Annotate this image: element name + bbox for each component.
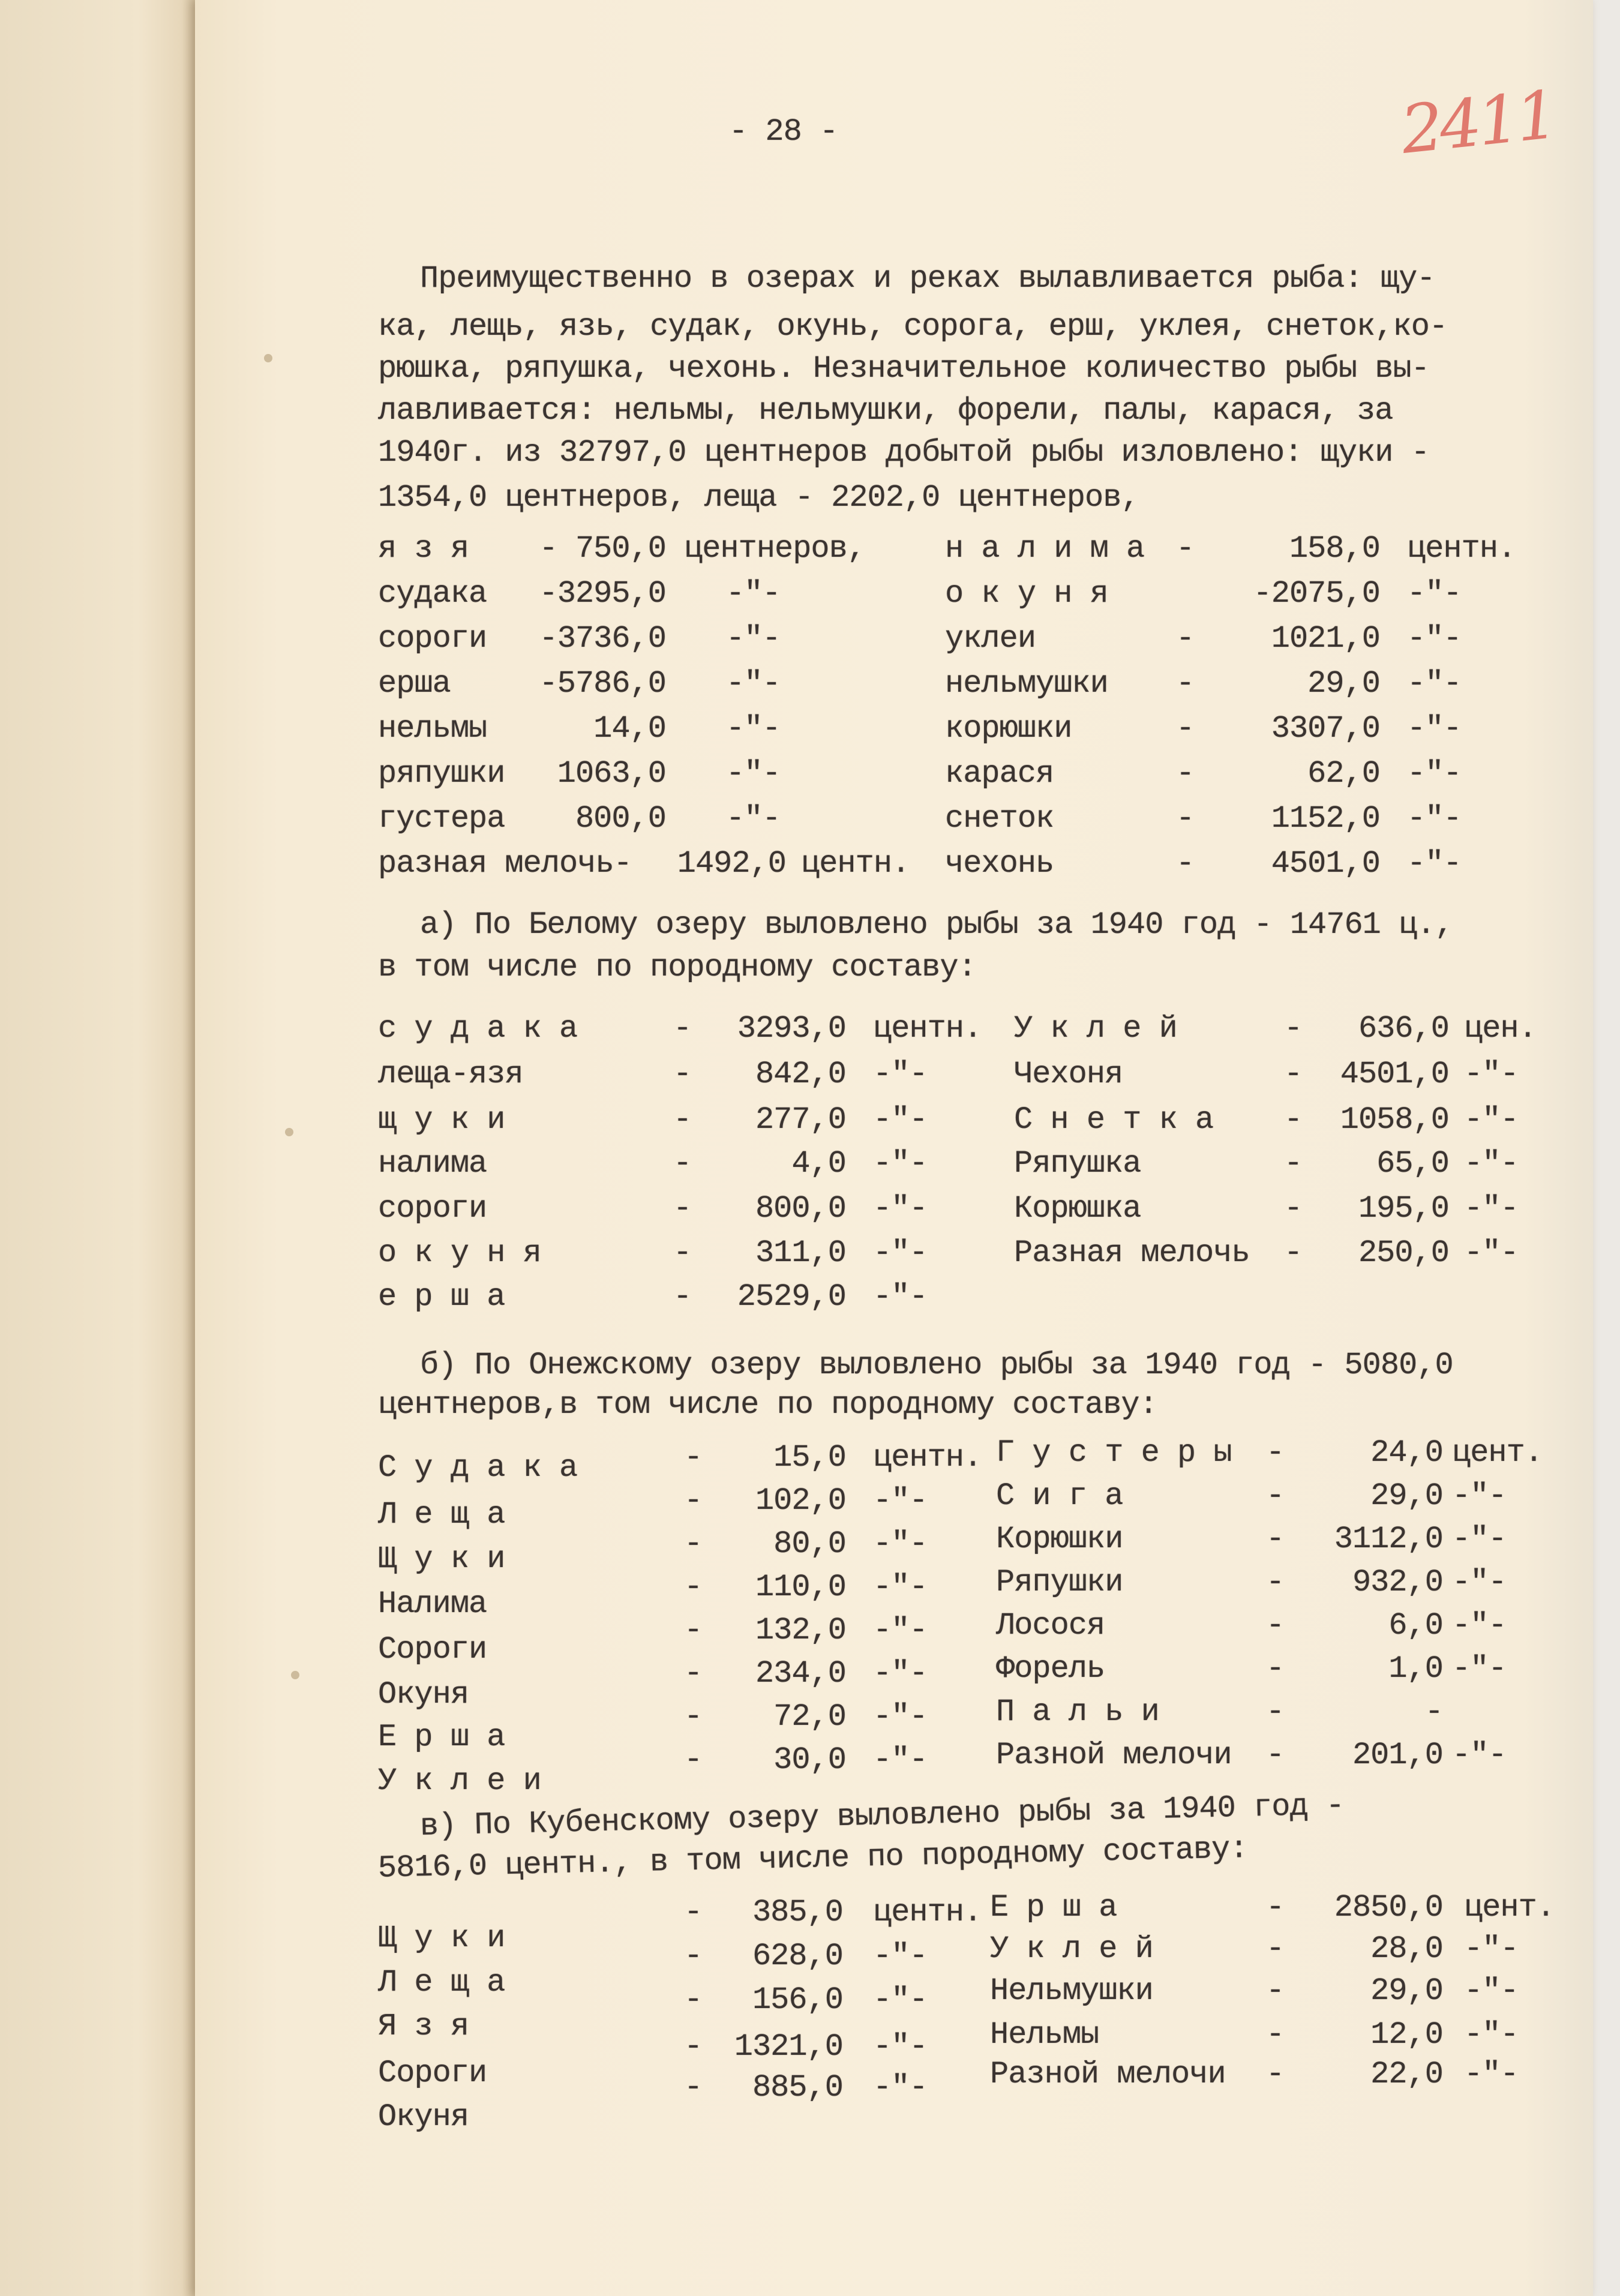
punch-mark: [291, 1671, 299, 1679]
fish-name: корюшки: [945, 711, 1072, 746]
catch-value: 65,0: [1376, 1146, 1449, 1181]
unit-label: -"-: [1407, 666, 1462, 701]
fish-name: Я з я: [378, 2009, 469, 2044]
catch-value: 4,0: [791, 1146, 846, 1181]
fish-name: судака: [378, 576, 487, 611]
unit-label: -"-: [1407, 846, 1462, 881]
dash: -: [1176, 756, 1195, 791]
fish-name: Окуня: [378, 1677, 469, 1712]
fish-name: н а л и м а: [945, 531, 1145, 566]
unit-label: -"-: [1464, 2017, 1519, 2052]
catch-value: 102,0: [755, 1483, 846, 1518]
catch-value: 636,0: [1358, 1011, 1449, 1046]
catch-value: -3736,0: [539, 621, 666, 656]
catch-value: 156,0: [752, 1982, 843, 2018]
unit-label: -"-: [1464, 1235, 1519, 1271]
unit-label: -"-: [873, 2070, 928, 2105]
unit-label: -"-: [873, 1938, 928, 1974]
catch-value: 250,0: [1358, 1235, 1449, 1271]
fish-name: о к у н я: [945, 576, 1108, 611]
fish-name: У к л е й: [1014, 1011, 1177, 1046]
unit-label: -"-: [1407, 756, 1462, 791]
unit-label: -"-: [873, 1191, 928, 1226]
catch-value: -: [1424, 1694, 1443, 1730]
unit-label: -"-: [873, 1613, 928, 1648]
dash: -: [673, 1102, 692, 1138]
dash: -: [1266, 1973, 1285, 2009]
fish-name: У к л е й: [990, 1931, 1153, 1967]
unit-label: -"-: [726, 666, 781, 701]
fish-name: нельмушки: [945, 666, 1108, 701]
fish-name: Чехоня: [1014, 1057, 1123, 1092]
catch-value: 628,0: [752, 1938, 843, 1974]
fish-name: уклеи: [945, 621, 1036, 656]
unit-label: цент.: [1452, 1435, 1543, 1470]
unit-label: -"-: [873, 1483, 928, 1518]
dash: -: [1176, 621, 1195, 656]
catch-value: 1321,0: [734, 2029, 843, 2064]
catch-value: 14,0: [593, 711, 666, 746]
dash: -: [684, 1440, 703, 1475]
fish-name: Налима: [378, 1586, 487, 1622]
dash: -: [1266, 1737, 1285, 1773]
paragraph-line: 1940г. из 32797,0 центнеров добытой рыбы изловлено: щуки -: [378, 435, 1429, 470]
unit-label: -"-: [873, 1569, 928, 1605]
unit-label: -"-: [726, 801, 781, 836]
catch-value: 842,0: [755, 1057, 846, 1092]
catch-value: 1058,0: [1340, 1102, 1449, 1138]
dash: -: [1176, 711, 1195, 746]
catch-value: 800,0: [575, 801, 666, 836]
fish-name: Ряпушки: [996, 1565, 1123, 1600]
unit-label: -"-: [873, 1279, 928, 1314]
section-heading: в) По Кубенскому озеру выловлено рыбы за 1940 год -: [419, 1788, 1345, 1844]
catch-value: 1152,0: [1271, 801, 1380, 836]
page-number: - 28 -: [729, 114, 838, 149]
catch-value: 22,0: [1370, 2057, 1443, 2092]
fish-name: с у д а к а: [378, 1011, 578, 1046]
fish-name: С н е т к а: [1014, 1102, 1214, 1138]
unit-label: -"-: [1464, 2057, 1519, 2092]
fish-name: о к у н я: [378, 1235, 541, 1271]
unit-label: -"-: [873, 1146, 928, 1181]
fish-name: Лосося: [996, 1608, 1105, 1643]
fish-name: П а л ь и: [996, 1694, 1159, 1730]
catch-value: 30,0: [773, 1742, 846, 1778]
catch-value: 72,0: [773, 1699, 846, 1734]
section-heading: в том числе по породному составу:: [378, 950, 976, 985]
dash: -: [673, 1057, 692, 1092]
unit-label: центн.: [873, 1895, 982, 1930]
fish-name: Разная мелочь: [1014, 1235, 1250, 1271]
dash: -: [1266, 1565, 1285, 1600]
dash: -: [1266, 2017, 1285, 2052]
dash: -: [1284, 1102, 1303, 1138]
fish-name: Корюшка: [1014, 1191, 1141, 1226]
fish-name: снеток: [945, 801, 1054, 836]
catch-value: 80,0: [773, 1526, 846, 1562]
unit-label: -"-: [873, 1982, 928, 2018]
unit-label: -"-: [873, 1526, 928, 1562]
dash: -: [684, 1699, 703, 1734]
fish-name: я з я: [378, 531, 469, 566]
dash: -: [673, 1279, 692, 1314]
dash: -: [1266, 1608, 1285, 1643]
catch-value: 885,0: [752, 2070, 843, 2105]
paragraph-line: рюшка, ряпушка, чехонь. Незначительное количество рыбы вы-: [378, 351, 1429, 386]
catch-value: 12,0: [1370, 2017, 1443, 2052]
unit-label: -"-: [873, 1235, 928, 1271]
unit-label: цент.: [1464, 1890, 1555, 1925]
unit-label: -"-: [873, 1656, 928, 1691]
punch-mark: [264, 354, 272, 362]
catch-value: 385,0: [752, 1895, 843, 1930]
catch-value: 1021,0: [1271, 621, 1380, 656]
dash: -: [1176, 801, 1195, 836]
catch-value: 29,0: [1307, 666, 1380, 701]
unit-label: -"-: [1452, 1478, 1507, 1514]
catch-value: 3112,0: [1334, 1521, 1443, 1557]
unit-label: -"-: [1464, 1973, 1519, 2009]
paragraph-line: 1354,0 центнеров, леща - 2202,0 центнеров,: [378, 480, 1139, 515]
fish-name: щ у к и: [378, 1102, 505, 1138]
fish-name: Разной мелочи: [996, 1737, 1232, 1773]
dash: -: [1176, 846, 1195, 881]
dash: -: [684, 2070, 703, 2105]
unit-label: -"-: [1407, 621, 1462, 656]
unit-label: -"-: [873, 1102, 928, 1138]
fish-name: Корюшки: [996, 1521, 1123, 1557]
catch-value: 6,0: [1388, 1608, 1443, 1643]
section-heading: а) По Белому озеру выловлено рыбы за 1940 год - 14761 ц.,: [420, 907, 1453, 943]
catch-value: 932,0: [1352, 1565, 1443, 1600]
fish-name: Л е щ а: [378, 1497, 505, 1532]
unit-label: центн.: [1407, 531, 1516, 566]
fish-name: ряпушки: [378, 756, 505, 791]
dash: -: [1266, 1521, 1285, 1557]
paragraph-line: лавливается: нельмы, нельмушки, форели, палы, карася, за: [378, 393, 1393, 428]
unit-label: центн.: [801, 846, 910, 881]
catch-value: -3295,0: [539, 576, 666, 611]
unit-label: -"-: [726, 756, 781, 791]
fish-name: Е р ш а: [378, 1719, 505, 1755]
dash: -: [673, 1146, 692, 1181]
punch-mark: [285, 1128, 293, 1136]
dash: -: [1266, 1694, 1285, 1730]
section-heading: б) По Онежскому озеру выловлено рыбы за 1940 год - 5080,0: [420, 1347, 1453, 1383]
fish-name: сороги: [378, 621, 487, 656]
dash: -: [1284, 1011, 1303, 1046]
catch-value: 24,0: [1370, 1435, 1443, 1470]
dash: -: [684, 1569, 703, 1605]
unit-label: -"-: [726, 576, 781, 611]
fish-name: Разной мелочи: [990, 2057, 1226, 2092]
fish-name: Сороги: [378, 1632, 487, 1667]
catch-value: 277,0: [755, 1102, 846, 1138]
dash: -: [1266, 1435, 1285, 1470]
unit-label: цен.: [1464, 1011, 1537, 1046]
dash: -: [684, 1613, 703, 1648]
dash: -: [673, 1235, 692, 1271]
unit-label: центн.: [873, 1011, 982, 1046]
unit-label: -"-: [1407, 576, 1462, 611]
catch-value: 201,0: [1352, 1737, 1443, 1773]
dash: -: [684, 1895, 703, 1930]
catch-value: 800,0: [755, 1191, 846, 1226]
dash: -: [684, 1483, 703, 1518]
catch-value: 311,0: [755, 1235, 846, 1271]
dash: -: [1266, 1931, 1285, 1967]
dash: -: [673, 1191, 692, 1226]
catch-value: -5786,0: [539, 666, 666, 701]
fish-name: Форель: [996, 1651, 1105, 1686]
dash: -: [684, 1742, 703, 1778]
unit-label: -"-: [1407, 711, 1462, 746]
dash: -: [684, 1982, 703, 2018]
unit-label: центнеров,: [684, 531, 866, 566]
unit-label: -"-: [1464, 1057, 1519, 1092]
unit-label: -"-: [873, 2029, 928, 2064]
dash: -: [1266, 1478, 1285, 1514]
catch-value: - 750,0: [539, 531, 666, 566]
fish-name: е р ш а: [378, 1279, 505, 1314]
fish-name: разная мелочь-: [378, 846, 632, 881]
unit-label: -"-: [1452, 1565, 1507, 1600]
dash: -: [673, 1011, 692, 1046]
fish-name: Г у с т е р ы: [996, 1435, 1232, 1470]
section-heading: центнеров,в том числе по породному составу:: [378, 1387, 1157, 1422]
catch-value: 2850,0: [1334, 1890, 1443, 1925]
fish-name: ерша: [378, 666, 451, 701]
catch-value: 28,0: [1370, 1931, 1443, 1967]
dash: -: [684, 2029, 703, 2064]
unit-label: -"-: [726, 711, 781, 746]
unit-label: -"-: [1452, 1521, 1507, 1557]
dash: -: [1176, 531, 1195, 566]
archive-folio-number: 2411: [1397, 76, 1558, 169]
unit-label: -"-: [1452, 1608, 1507, 1643]
dash: -: [684, 1938, 703, 1974]
catch-value: 2529,0: [737, 1279, 846, 1314]
fish-name: сороги: [378, 1191, 487, 1226]
catch-value: 1063,0: [557, 756, 666, 791]
unit-label: центн.: [873, 1440, 982, 1475]
fish-name: Е р ш а: [990, 1890, 1117, 1925]
unit-label: -"-: [726, 621, 781, 656]
section-heading: 5816,0 центн., в том числе по породному составу:: [377, 1831, 1249, 1886]
unit-label: -"-: [1407, 801, 1462, 836]
unit-label: -"-: [1464, 1191, 1519, 1226]
paragraph-line: ка, лещь, язь, судак, окунь, сорога, ерш, уклея, снеток,ко-: [378, 309, 1448, 344]
dash: -: [1266, 2057, 1285, 2092]
fish-name: Щ у к и: [378, 1920, 505, 1956]
catch-value: -2075,0: [1253, 576, 1380, 611]
fish-name: С у д а к а: [378, 1450, 578, 1485]
fish-name: карася: [945, 756, 1054, 791]
catch-value: 234,0: [755, 1656, 846, 1691]
fish-name: густера: [378, 801, 505, 836]
catch-value: 110,0: [755, 1569, 846, 1605]
dash: -: [1284, 1057, 1303, 1092]
unit-label: -"-: [873, 1699, 928, 1734]
fish-name: Окуня: [378, 2099, 469, 2135]
fish-name: леща-язя: [378, 1057, 523, 1092]
dash: -: [1176, 666, 1195, 701]
dash: -: [684, 1656, 703, 1691]
catch-value: 1492,0: [677, 846, 786, 881]
unit-label: -"-: [873, 1057, 928, 1092]
unit-label: -"-: [1464, 1102, 1519, 1138]
fish-name: Ряпушка: [1014, 1146, 1141, 1181]
fish-name: налима: [378, 1146, 487, 1181]
fish-name: У к л е и: [378, 1763, 541, 1799]
previous-page-edge: [0, 0, 198, 2296]
catch-value: 15,0: [773, 1440, 846, 1475]
catch-value: 3307,0: [1271, 711, 1380, 746]
catch-value: 158,0: [1289, 531, 1380, 566]
dash: -: [1284, 1191, 1303, 1226]
fish-name: С и г а: [996, 1478, 1123, 1514]
dash: -: [684, 1526, 703, 1562]
catch-value: 62,0: [1307, 756, 1380, 791]
fish-name: Сороги: [378, 2055, 487, 2091]
fish-name: Нельмушки: [990, 1973, 1153, 2009]
catch-value: 4501,0: [1271, 846, 1380, 881]
unit-label: -"-: [873, 1742, 928, 1778]
dash: -: [1284, 1235, 1303, 1271]
unit-label: -"-: [1452, 1651, 1507, 1686]
fish-name: чехонь: [945, 846, 1054, 881]
unit-label: -"-: [1452, 1737, 1507, 1773]
catch-value: 1,0: [1388, 1651, 1443, 1686]
fish-name: Щ у к и: [378, 1541, 505, 1577]
catch-value: 3293,0: [737, 1011, 846, 1046]
catch-value: 29,0: [1370, 1973, 1443, 2009]
catch-value: 195,0: [1358, 1191, 1449, 1226]
catch-value: 29,0: [1370, 1478, 1443, 1514]
dash: -: [1284, 1146, 1303, 1181]
paragraph-line: Преимущественно в озерах и реках вылавливается рыба: щу-: [420, 261, 1435, 296]
fish-name: нельмы: [378, 711, 487, 746]
catch-value: 4501,0: [1340, 1057, 1449, 1092]
dash: -: [1266, 1890, 1285, 1925]
unit-label: -"-: [1464, 1146, 1519, 1181]
fish-name: Нельмы: [990, 2017, 1099, 2052]
fish-name: Л е щ а: [378, 1965, 505, 2000]
unit-label: -"-: [1464, 1931, 1519, 1967]
catch-value: 132,0: [755, 1613, 846, 1648]
dash: -: [1266, 1651, 1285, 1686]
